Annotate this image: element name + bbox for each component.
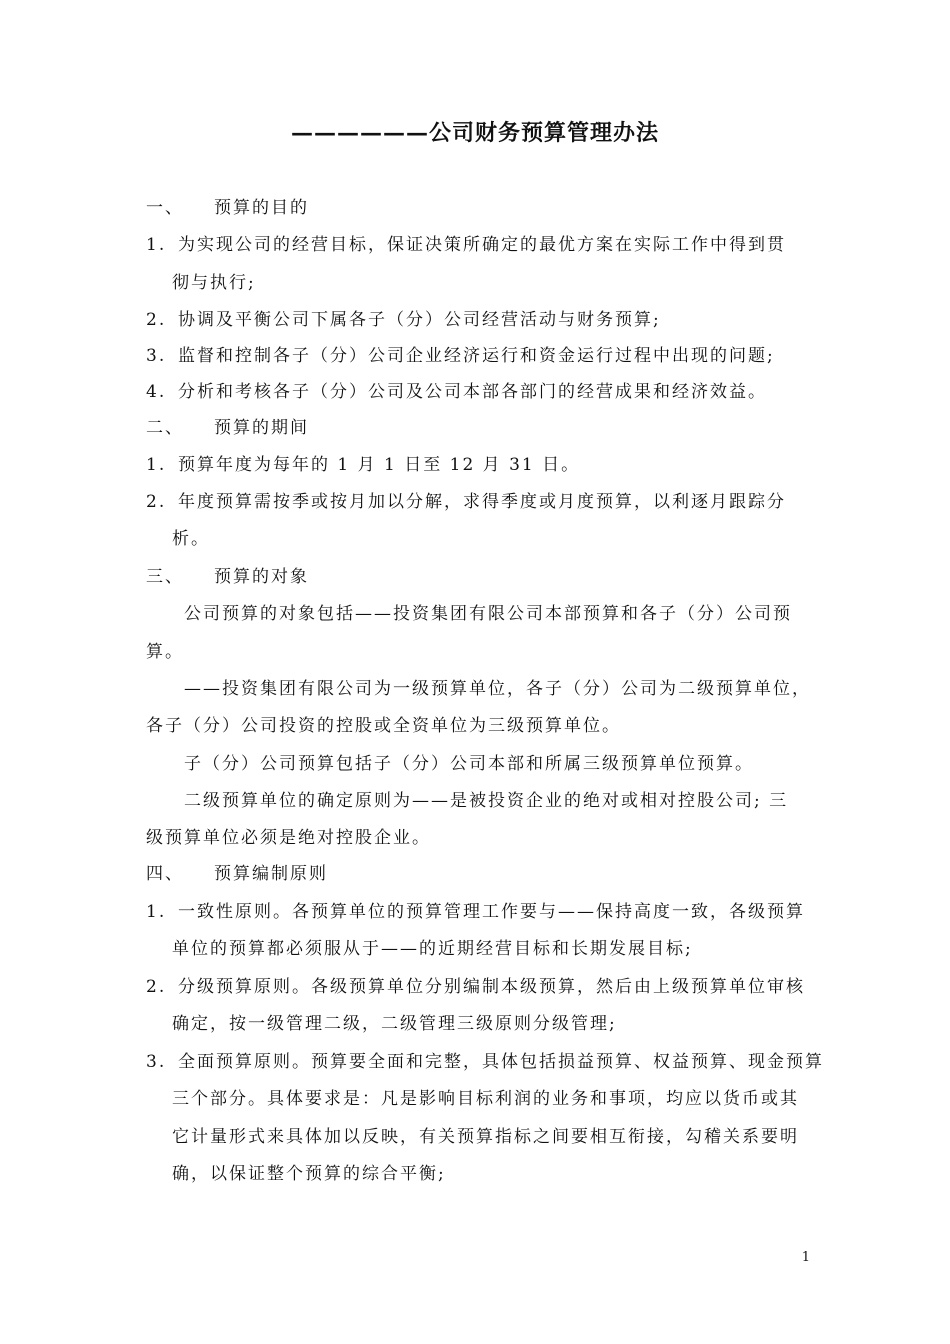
item-text: 确定，按一级管理二级，二级管理三级原则分级管理; xyxy=(172,1014,617,1034)
section-number: 四、 xyxy=(146,864,184,884)
item-number: 3. xyxy=(146,1052,167,1072)
item-text: 分级预算原则。各级预算单位分别编制本级预算，然后由上级预算单位审核 xyxy=(178,977,805,997)
item-number: 1. xyxy=(146,455,167,475)
paragraph-line: 各子（分）公司投资的控股或全资单位为三级预算单位。 xyxy=(146,716,621,736)
item-number: 3. xyxy=(146,346,167,366)
paragraph-line: 二级预算单位的确定原则为——是被投资企业的绝对或相对控股公司; 三 xyxy=(184,791,789,811)
section-heading: 预算编制原则 xyxy=(214,864,328,884)
item-text: 协调及平衡公司下属各子（分）公司经营活动与财务预算; xyxy=(178,310,661,330)
item-number: 2. xyxy=(146,492,167,512)
item-text: 析。 xyxy=(172,529,210,549)
item-text: 监督和控制各子（分）公司企业经济运行和资金运行过程中出现的问题; xyxy=(178,346,775,366)
item-text: 它计量形式来具体加以反映，有关预算指标之间要相互衔接，勾稽关系要明 xyxy=(172,1127,799,1147)
page-number: 1 xyxy=(801,1250,810,1265)
item-text: 分析和考核各子（分）公司及公司本部各部门的经营成果和经济效益。 xyxy=(178,382,767,402)
section-heading: 预算的对象 xyxy=(214,567,309,587)
paragraph-line: 公司预算的对象包括——投资集团有限公司本部预算和各子（分）公司预 xyxy=(184,604,792,624)
item-number: 1. xyxy=(146,902,167,922)
section-heading: 预算的期间 xyxy=(214,418,309,438)
item-text: 全面预算原则。预算要全面和完整，具体包括损益预算、权益预算、现金预算 xyxy=(178,1052,824,1072)
paragraph-line: ——投资集团有限公司为一级预算单位，各子（分）公司为二级预算单位， xyxy=(184,679,811,699)
paragraph-line: 子（分）公司预算包括子（分）公司本部和所属三级预算单位预算。 xyxy=(184,754,754,774)
item-text: 单位的预算都必须服从于——的近期经营目标和长期发展目标; xyxy=(172,939,693,959)
paragraph-line: 算。 xyxy=(146,642,184,662)
item-text: 彻与执行; xyxy=(172,273,256,293)
section-number: 二、 xyxy=(146,418,184,438)
item-text: 确，以保证整个预算的综合平衡; xyxy=(172,1164,446,1184)
item-text: 为实现公司的经营目标，保证决策所确定的最优方案在实际工作中得到贯 xyxy=(178,235,786,255)
item-number: 1. xyxy=(146,235,167,255)
item-text: 年度预算需按季或按月加以分解，求得季度或月度预算，以利逐月跟踪分 xyxy=(178,492,786,512)
item-number: 2. xyxy=(146,310,167,330)
item-number: 2. xyxy=(146,977,167,997)
document-title: ——————公司财务预算管理办法 xyxy=(290,120,659,146)
item-number: 4. xyxy=(146,382,167,402)
section-number: 三、 xyxy=(146,567,184,587)
item-text: 一致性原则。各预算单位的预算管理工作要与——保持高度一致，各级预算 xyxy=(178,902,805,922)
item-text: 预算年度为每年的 1 月 1 日至 12 月 31 日。 xyxy=(178,455,581,475)
paragraph-line: 级预算单位必须是绝对控股企业。 xyxy=(146,828,431,848)
section-heading: 预算的目的 xyxy=(214,198,309,218)
item-text: 三个部分。具体要求是：凡是影响目标利润的业务和事项，均应以货币或其 xyxy=(172,1089,799,1109)
section-number: 一、 xyxy=(146,198,184,218)
